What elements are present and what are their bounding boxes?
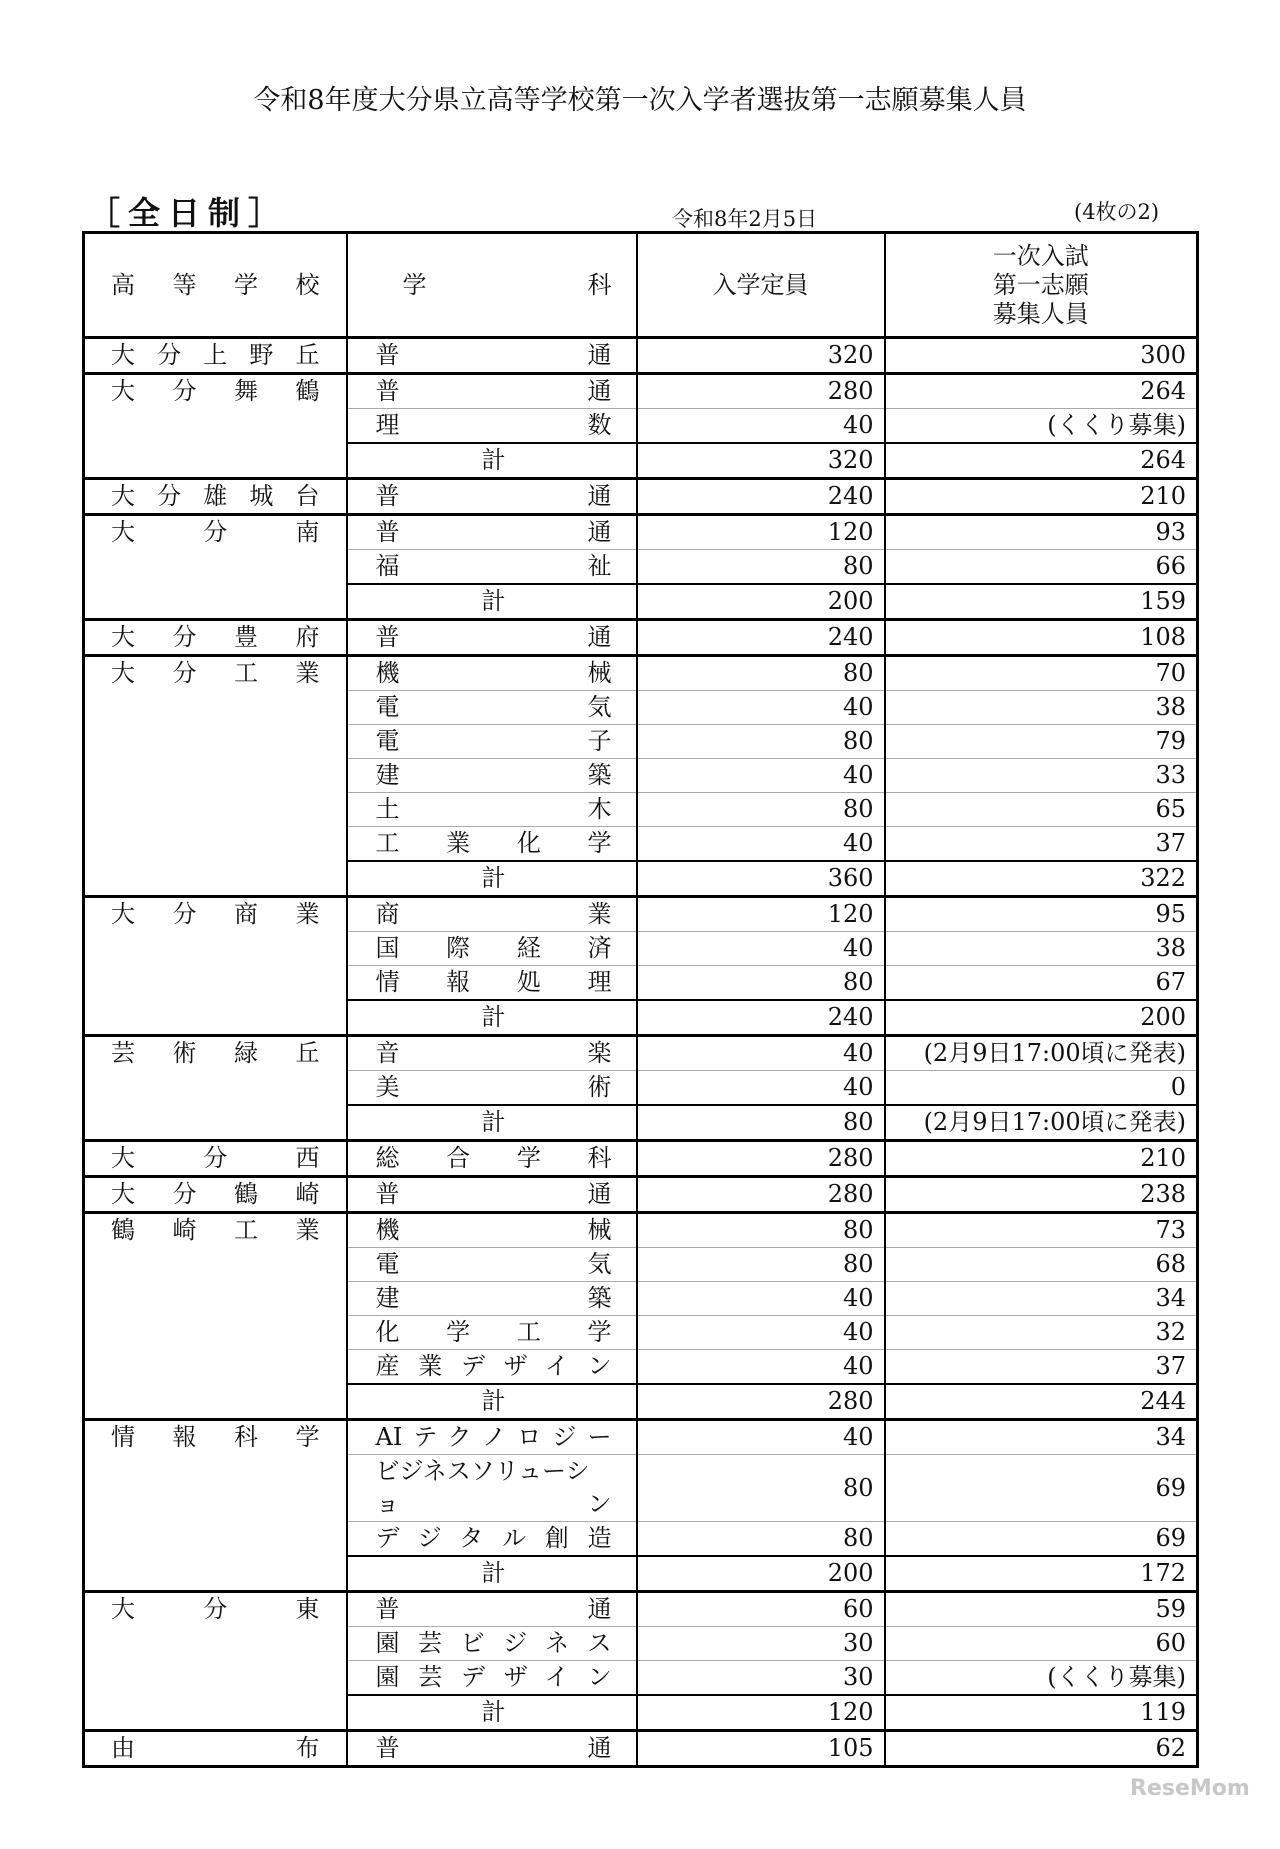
total-capacity: 200 <box>637 584 885 620</box>
total-capacity: 360 <box>637 861 885 897</box>
department-name: 建築 <box>347 1282 637 1316</box>
total-label: 計 <box>347 1105 637 1141</box>
applicants-value: 300 <box>885 338 1198 374</box>
department-name: 普通 <box>347 1592 637 1627</box>
capacity-value: 80 <box>637 1522 885 1557</box>
watermark-logo: ReseMom <box>1130 1776 1250 1801</box>
applicants-value: 70 <box>885 656 1198 691</box>
capacity-value: 30 <box>637 1661 885 1696</box>
department-name: 総合学科 <box>347 1141 637 1177</box>
capacity-value: 280 <box>637 374 885 409</box>
department-name: 建築 <box>347 759 637 793</box>
applicants-value: 210 <box>885 479 1198 515</box>
department-name: 普通 <box>347 479 637 515</box>
table-row <box>84 620 1198 656</box>
applicants-value: 32 <box>885 1316 1198 1350</box>
total-capacity: 200 <box>637 1556 885 1592</box>
table-row <box>84 479 1198 515</box>
table-row <box>84 1420 1198 1455</box>
table-row <box>84 338 1198 374</box>
applicants-value: 37 <box>885 827 1198 862</box>
capacity-value: 80 <box>637 656 885 691</box>
total-applicants: (2月9日17:00頃に発表) <box>885 1105 1198 1141</box>
total-label: 計 <box>347 443 637 479</box>
applicants-value: 33 <box>885 759 1198 793</box>
applicants-value: 79 <box>885 725 1198 759</box>
document-title: 令和8年度大分県立高等学校第一次入学者選抜第一志願募集人員 <box>253 85 1027 116</box>
total-applicants: 172 <box>885 1556 1198 1592</box>
capacity-value: 240 <box>637 620 885 656</box>
applicants-value: 67 <box>885 966 1198 1001</box>
header-applicants-line: 第一志願 <box>992 270 1089 299</box>
applicants-value: 238 <box>885 1177 1198 1213</box>
total-capacity: 320 <box>637 443 885 479</box>
department-name: 土木 <box>347 793 637 827</box>
table-row <box>84 1141 1198 1177</box>
total-label: 計 <box>347 1384 637 1420</box>
capacity-value: 40 <box>637 759 885 793</box>
school-name: 芸術緑丘 <box>84 1036 347 1141</box>
header-applicants-line: 募集人員 <box>992 299 1089 328</box>
table-row <box>84 1731 1198 1767</box>
school-name: 大分雄城台 <box>84 479 347 515</box>
applicants-value: (くくり募集) <box>885 1661 1198 1696</box>
applicants-value: 73 <box>885 1213 1198 1248</box>
department-name: 普通 <box>347 374 637 409</box>
capacity-value: 120 <box>637 515 885 550</box>
applicants-value: 210 <box>885 1141 1198 1177</box>
capacity-value: 80 <box>637 1213 885 1248</box>
table-row <box>84 897 1198 932</box>
table-row <box>84 515 1198 550</box>
capacity-value: 40 <box>637 691 885 725</box>
department-name: ビジネスソリューション <box>347 1455 637 1522</box>
capacity-value: 120 <box>637 897 885 932</box>
applicants-value: 60 <box>885 1627 1198 1661</box>
department-name: 産業デザイン <box>347 1350 637 1385</box>
header-applicants-line: 一次入試 <box>992 241 1089 270</box>
department-name: 機械 <box>347 1213 637 1248</box>
department-name: 理数 <box>347 409 637 444</box>
capacity-value: 80 <box>637 725 885 759</box>
table-row <box>84 1177 1198 1213</box>
total-applicants: 119 <box>885 1695 1198 1731</box>
capacity-value: 40 <box>637 1071 885 1106</box>
table-row <box>84 656 1198 691</box>
department-name: 普通 <box>347 515 637 550</box>
capacity-value: 80 <box>637 793 885 827</box>
capacity-value: 80 <box>637 1455 885 1522</box>
capacity-value: 40 <box>637 932 885 966</box>
total-capacity: 80 <box>637 1105 885 1141</box>
school-name: 大分南 <box>84 515 347 620</box>
capacity-value: 40 <box>637 1036 885 1071</box>
capacity-value: 80 <box>637 966 885 1001</box>
school-name: 大分舞鶴 <box>84 374 347 479</box>
total-label: 計 <box>347 861 637 897</box>
applicants-value: 62 <box>885 1731 1198 1767</box>
department-name: 電気 <box>347 1248 637 1282</box>
school-name: 大分工業 <box>84 656 347 897</box>
table-row <box>84 1592 1198 1627</box>
department-name: 電気 <box>347 691 637 725</box>
total-applicants: 264 <box>885 443 1198 479</box>
header-applicants <box>885 233 1198 338</box>
applicants-value: 68 <box>885 1248 1198 1282</box>
capacity-value: 40 <box>637 827 885 862</box>
applicants-value: 59 <box>885 1592 1198 1627</box>
capacity-value: 320 <box>637 338 885 374</box>
capacity-value: 80 <box>637 550 885 585</box>
school-name: 情報科学 <box>84 1420 347 1592</box>
applicants-value: 38 <box>885 932 1198 966</box>
applicants-value: 34 <box>885 1420 1198 1455</box>
capacity-value: 240 <box>637 479 885 515</box>
header-capacity: 入学定員 <box>637 233 885 338</box>
school-name: 大分鶴崎 <box>84 1177 347 1213</box>
capacity-value: 30 <box>637 1627 885 1661</box>
capacity-value: 40 <box>637 1316 885 1350</box>
table-body <box>84 338 1198 1767</box>
header-school: 高等学校 <box>84 233 347 338</box>
department-name: 電子 <box>347 725 637 759</box>
table-row <box>84 1036 1198 1071</box>
department-name: 商業 <box>347 897 637 932</box>
school-name: 大分上野丘 <box>84 338 347 374</box>
applicants-value: 66 <box>885 550 1198 585</box>
school-name: 鶴崎工業 <box>84 1213 347 1420</box>
applicants-value: (2月9日17:00頃に発表) <box>885 1036 1198 1071</box>
school-name: 由布 <box>84 1731 347 1767</box>
capacity-value: 40 <box>637 1420 885 1455</box>
school-name: 大分東 <box>84 1592 347 1731</box>
department-name: 国際経済 <box>347 932 637 966</box>
department-name: 化学工学 <box>347 1316 637 1350</box>
applicants-value: 69 <box>885 1455 1198 1522</box>
capacity-value: 280 <box>637 1177 885 1213</box>
department-name: 情報処理 <box>347 966 637 1001</box>
table-header-row <box>84 233 1198 338</box>
applicants-value: 37 <box>885 1350 1198 1385</box>
applicants-value: 69 <box>885 1522 1198 1557</box>
table-row <box>84 374 1198 409</box>
total-applicants: 322 <box>885 861 1198 897</box>
capacity-value: 40 <box>637 1282 885 1316</box>
applicants-value: (くくり募集) <box>885 409 1198 444</box>
school-name: 大分西 <box>84 1141 347 1177</box>
capacity-value: 60 <box>637 1592 885 1627</box>
total-label: 計 <box>347 1000 637 1036</box>
department-name: 機械 <box>347 656 637 691</box>
applicants-value: 65 <box>885 793 1198 827</box>
total-label: 計 <box>347 584 637 620</box>
total-capacity: 120 <box>637 1695 885 1731</box>
department-name: デジタル創造 <box>347 1522 637 1557</box>
total-label: 計 <box>347 1556 637 1592</box>
capacity-value: 80 <box>637 1248 885 1282</box>
total-capacity: 240 <box>637 1000 885 1036</box>
department-name: AIテクノロジー <box>347 1420 637 1455</box>
table-row <box>84 1213 1198 1248</box>
total-applicants: 200 <box>885 1000 1198 1036</box>
school-name: 大分商業 <box>84 897 347 1036</box>
total-applicants: 244 <box>885 1384 1198 1420</box>
capacity-value: 105 <box>637 1731 885 1767</box>
header-dept: 学 科 <box>347 233 637 338</box>
capacity-value: 280 <box>637 1141 885 1177</box>
capacity-value: 40 <box>637 1350 885 1385</box>
total-label: 計 <box>347 1695 637 1731</box>
applicants-value: 95 <box>885 897 1198 932</box>
applicants-value: 93 <box>885 515 1198 550</box>
department-name: 普通 <box>347 338 637 374</box>
department-name: 園芸ビジネス <box>347 1627 637 1661</box>
department-name: 工業化学 <box>347 827 637 862</box>
department-name: 福祉 <box>347 550 637 585</box>
school-name: 大分豊府 <box>84 620 347 656</box>
department-name: 普通 <box>347 620 637 656</box>
applicants-value: 108 <box>885 620 1198 656</box>
recruitment-table <box>82 231 1199 1768</box>
department-name: 普通 <box>347 1731 637 1767</box>
applicants-value: 38 <box>885 691 1198 725</box>
department-name: 園芸デザイン <box>347 1661 637 1696</box>
total-capacity: 280 <box>637 1384 885 1420</box>
document-date: 令和8年2月5日 <box>672 207 818 231</box>
total-applicants: 159 <box>885 584 1198 620</box>
applicants-value: 264 <box>885 374 1198 409</box>
applicants-value: 34 <box>885 1282 1198 1316</box>
sheet-number: (4枚の2) <box>1074 200 1160 224</box>
department-name: 美術 <box>347 1071 637 1106</box>
department-name: 音楽 <box>347 1036 637 1071</box>
applicants-value: 0 <box>885 1071 1198 1106</box>
section-label: ［全日制］ <box>88 194 289 232</box>
department-name: 普通 <box>347 1177 637 1213</box>
capacity-value: 40 <box>637 409 885 444</box>
